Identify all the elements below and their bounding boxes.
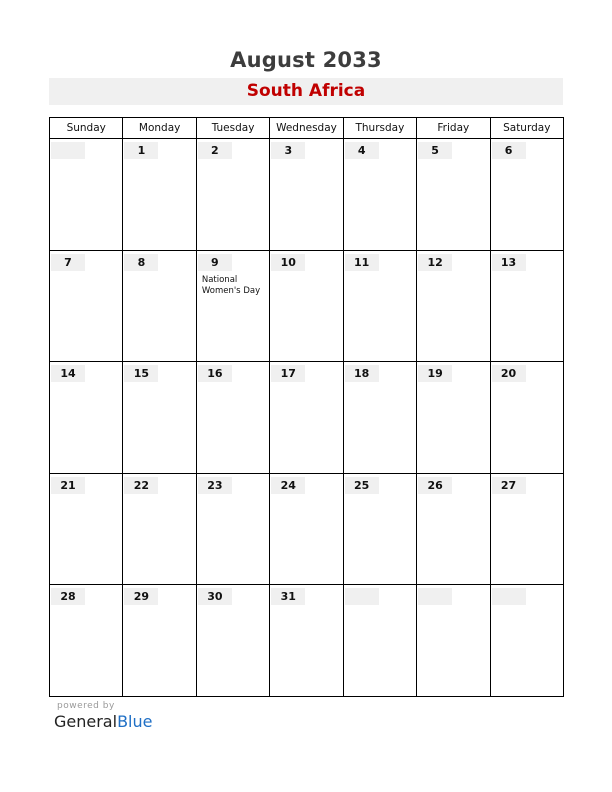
day-cell — [490, 585, 563, 697]
day-number: 7 — [51, 254, 85, 271]
day-cell — [270, 250, 343, 362]
day-number: 9 — [198, 254, 232, 271]
day-cell — [490, 139, 563, 251]
day-number: 18 — [345, 365, 379, 382]
day-cell — [270, 473, 343, 585]
day-cell — [50, 250, 123, 362]
day-number: 29 — [124, 588, 158, 605]
day-number: 11 — [345, 254, 379, 271]
day-number — [51, 142, 85, 159]
holiday-label: National Women's Day — [201, 274, 261, 296]
calendar-grid — [49, 117, 564, 697]
day-cell — [417, 585, 490, 697]
day-cell — [123, 585, 196, 697]
week-row — [50, 139, 564, 251]
day-cell — [417, 362, 490, 474]
day-number — [418, 588, 452, 605]
day-cell — [50, 362, 123, 474]
day-cell — [50, 585, 123, 697]
day-number: 25 — [345, 477, 379, 494]
calendar-title: August 2033 — [230, 48, 382, 72]
day-number: 8 — [124, 254, 158, 271]
day-cell — [343, 250, 416, 362]
day-cell — [196, 362, 269, 474]
day-number: 21 — [51, 477, 85, 494]
week-row — [50, 362, 564, 474]
day-cell — [343, 585, 416, 697]
day-number: 10 — [271, 254, 305, 271]
day-number: 19 — [418, 365, 452, 382]
day-number: 14 — [51, 365, 85, 382]
day-cell — [50, 473, 123, 585]
day-number: 30 — [198, 588, 232, 605]
day-number: 22 — [124, 477, 158, 494]
day-cell — [123, 473, 196, 585]
weekday-header: Monday — [123, 118, 196, 139]
day-cell — [417, 250, 490, 362]
day-cell — [123, 139, 196, 251]
day-number: 2 — [198, 142, 232, 159]
day-number: 12 — [418, 254, 452, 271]
country-name: South Africa — [246, 81, 366, 101]
weekday-header: Thursday — [343, 118, 416, 139]
day-cell — [417, 473, 490, 585]
day-number: 16 — [198, 365, 232, 382]
day-cell — [196, 139, 269, 251]
day-number: 15 — [124, 365, 158, 382]
day-cell — [196, 250, 269, 362]
weekday-header: Wednesday — [270, 118, 343, 139]
day-cell — [343, 139, 416, 251]
day-cell — [490, 473, 563, 585]
day-cell — [123, 250, 196, 362]
day-number: 1 — [124, 142, 158, 159]
day-cell — [123, 362, 196, 474]
day-cell — [343, 362, 416, 474]
day-cell — [50, 139, 123, 251]
week-row — [50, 585, 564, 697]
day-number: 23 — [198, 477, 232, 494]
day-cell — [270, 585, 343, 697]
week-row — [50, 250, 564, 362]
day-number: 3 — [271, 142, 305, 159]
day-cell — [490, 250, 563, 362]
day-cell — [490, 362, 563, 474]
brand-general-text: General — [54, 712, 118, 731]
day-cell — [270, 362, 343, 474]
day-number: 17 — [271, 365, 305, 382]
weekday-header-row — [50, 118, 564, 139]
day-cell — [343, 473, 416, 585]
day-cell — [196, 585, 269, 697]
day-cell — [417, 139, 490, 251]
day-number — [492, 588, 526, 605]
day-number: 24 — [271, 477, 305, 494]
day-number: 26 — [418, 477, 452, 494]
weekday-header: Sunday — [50, 118, 123, 139]
day-number: 31 — [271, 588, 305, 605]
day-number: 4 — [345, 142, 379, 159]
day-number: 28 — [51, 588, 85, 605]
day-number: 6 — [492, 142, 526, 159]
country-banner — [49, 78, 563, 105]
weekday-header: Tuesday — [196, 118, 269, 139]
brand-logo[interactable] — [54, 712, 152, 731]
day-cell — [270, 139, 343, 251]
day-number: 27 — [492, 477, 526, 494]
brand-blue-text: Blue — [117, 712, 153, 731]
day-number — [345, 588, 379, 605]
day-number: 20 — [492, 365, 526, 382]
week-row — [50, 473, 564, 585]
day-cell — [196, 473, 269, 585]
day-number: 13 — [492, 254, 526, 271]
weekday-header: Friday — [417, 118, 490, 139]
weekday-header: Saturday — [490, 118, 563, 139]
powered-by-label: powered by — [57, 701, 115, 711]
day-number: 5 — [418, 142, 452, 159]
